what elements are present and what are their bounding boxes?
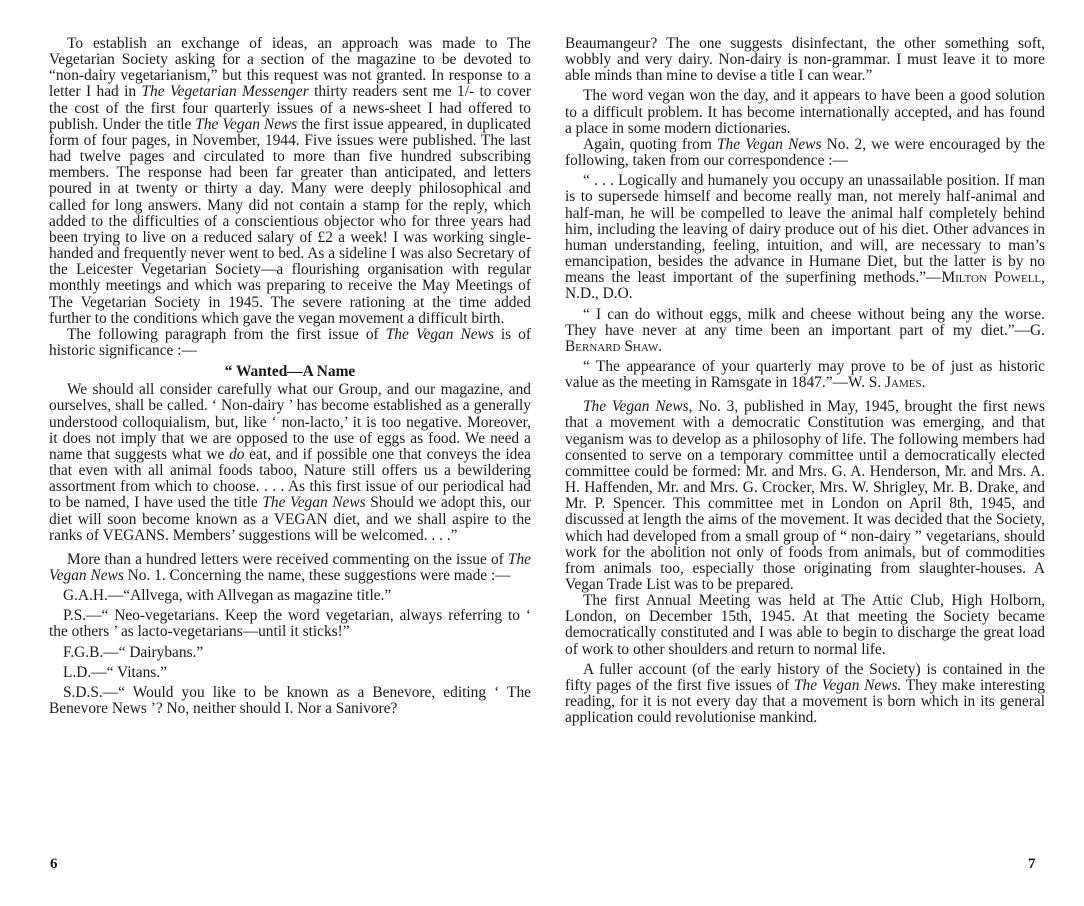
- page-number-right: 7: [1028, 856, 1036, 872]
- suggestion-item: P.S.—“ Neo-vegetarians. Keep the word vegetarian, always referring to ‘ the others ’ as lacto-vegetarians—until it sticks!”: [49, 607, 531, 641]
- left-page: [49, 36, 531, 717]
- suggestion-item: L.D.—“ Vitans.”: [63, 663, 167, 681]
- quote-signature: G. Bernard Shaw.: [565, 321, 1045, 355]
- section-heading: “ Wanted—A Name: [224, 363, 356, 381]
- text: Again, quoting from: [583, 135, 717, 153]
- italic-title: The Vegan News: [385, 325, 494, 343]
- paragraph-continued: Beaumangeur? The one suggests disinfectant, the other something soft, wobbly and very dairy. Non-dairy is non-grammar. I must leave it to more able minds than mine to devise a title I can wear.”: [565, 35, 1045, 85]
- text: , No. 3, published in May, 1945, brought the first news that a movement with a democratic Constitution was emerging, and that veganism was to develop as a philosophy of life. The following members had consented to serve on a temporary committee until a democratically elected committee could be formed: Mr. and Mrs. G. A. Henderson, Mr. and Mrs. A. H. Haffenden, Mr. and Mrs. G. Crocker, Mrs. W. Shrigley, Mr. B. Drake, and Mr. P. Spencer. This committee met in London on April 8th, 1945, and discussed at length the aims of the movement. It was decided that the Society, which had developed from a small group of “ non-dairy ” vegetarians, should work for the abolition not only of foods from animals, but of commodities from animals too, especially those originating from slaughter-houses. A Vegan Trade List was to be prepared.: [565, 398, 1046, 593]
- italic-title: The Vegan News: [49, 550, 531, 584]
- quote-signature: Milton Powell, N.D., D.O.: [565, 269, 1045, 303]
- text: eat, and if possible one that conveys the idea that even with all animal foods taboo, Nature still offers us a bewildering assortment from which to choose. . . . As this first issue of our periodical had to be named, I have used the title: [49, 445, 532, 512]
- right-page: [565, 36, 1045, 726]
- text: The following paragraph from the first issue of: [67, 325, 386, 343]
- text: thirty readers sent me 1/- to cover the cost of the first four quarterly issues of a news-sheet I had offered to publish. Under the title: [49, 83, 532, 133]
- paragraph-word-vegan: The word vegan won the day, and it appears to have been a good solution to a difficult problem. It has become internationally accepted, and has found a place in some modern dictionaries.: [565, 87, 1045, 137]
- text: To establish an exchange of ideas, an approach was made to The Vegetarian Society asking for a section of the magazine to be devoted to “non-dairy vegetarianism,” but this request was not granted. In response to a letter I had in: [49, 35, 531, 101]
- suggestion-item: S.D.S.—“ Would you like to be known as a Benevore, editing ‘ The Benevore News ’? No, neither should I. Nor a Sanivore?: [49, 683, 531, 718]
- text: More than a hundred letters were received commenting on the issue of: [67, 550, 508, 568]
- text: They make interesting reading, for it is not every day that a movement is born which in its general application could revolutionise mankind.: [565, 676, 1045, 727]
- paragraph-annual-meeting: The first Annual Meeting was held at The Attic Club, High Holborn, London, on December 15th, 1945. At that meeting the Society became democratically constituted and I was able to begin to discharge the great load of work to other shoulders and return to normal life.: [565, 592, 1045, 658]
- quote-bernard-shaw: [565, 307, 1045, 355]
- paragraph-intro: [49, 36, 531, 327]
- paragraph-following: [49, 327, 531, 359]
- text: “ . . . Logically and humanely you occupy an unassailable position. If man is to supersede himself and become really man, not merely half-animal and half-man, he will be compelled to leave the animal half completely behind him, including the leaving of dairy produce out of his diet. Other advances in human understanding, feeling, intuition, and will, are necessary to man’s emancipation, besides the advance in Humane Diet, but the latter is by no means the least important of the superfining methods.”—: [565, 172, 1045, 287]
- quote-signature: W. S. James.: [847, 374, 926, 392]
- text: No. 2, we were encouraged by the following, taken from our correspondence :—: [565, 135, 1045, 170]
- paragraph-letters: [49, 552, 531, 584]
- italic-title: The Vegan News: [195, 115, 298, 133]
- text: A fuller account (of the early history of the Society) is contained in the fifty pages of the first five issues of: [565, 660, 1045, 694]
- suggestion-item: G.A.H.—“Allvega, with Allvegan as magazine title.”: [63, 587, 392, 605]
- italic-title: The Vegetarian Messenger: [141, 83, 309, 101]
- italic-title: The Vegan News.: [794, 676, 902, 694]
- page-number-left: 6: [50, 856, 58, 872]
- italic-title: The Vegan News: [583, 398, 689, 416]
- text: is of historic significance :—: [49, 325, 531, 359]
- quote-milton-powell: [565, 173, 1045, 302]
- italic-word: do: [229, 445, 245, 463]
- italic-title: The Vegan News: [717, 135, 822, 153]
- paragraph-quote-wanted-name: [49, 382, 531, 544]
- text: Should we adopt this, our diet will soon become known as a VEGAN diet, and we shall aspire to the ranks of VEGANS. Members’ suggestions will be welcomed. . . .”: [49, 494, 531, 544]
- suggestion-list: [49, 588, 531, 717]
- italic-title: The Vegan News: [262, 494, 366, 512]
- paragraph-fuller-account: [565, 662, 1045, 727]
- text: No. 1. Concerning the name, these suggestions were made :—: [123, 567, 511, 584]
- text: We should all consider carefully what our Group, and our magazine, and ourselves, shall be called. ‘ Non-dairy ’ has become established as a generally understood colloquialism, but, like ‘ non-lacto,’ it is too negative. Moreover, it does not imply that we are opposed to the use of eggs as food. We need a name that suggests what we: [49, 381, 531, 463]
- text: “ I can do without eggs, milk and cheese without being any the worse. They have never at any time been an important part of my diet.”—: [565, 305, 1045, 339]
- paragraph-again-quoting: [565, 137, 1045, 169]
- paragraph-vegan-news-3: [565, 399, 1045, 593]
- text: “ The appearance of your quarterly may prove to be of just as historic value as the meeting in Ramsgate in 1847.”—: [565, 357, 1045, 392]
- text: the first issue appeared, in duplicated form of four pages, in November, 1944. Five issues were published. The last had twelve pages and circulated to more than five hundred subscribing members. The response had been far greater than anticipated, and letters poured in at twenty or thirty a day. Many were deeply philosophical and called for long answers. Many did not contain a stamp for the reply, which added to the difficulties of a conscientious objector who for three years had been trying to live on a reduced salary of £2 a week! I was working single-handed and frequently never went to bed. As a sideline I was also Secretary of the Leicester Vegetarian Society—a flourishing organisation with regular monthly meetings and which was preparing to receive the May Meetings of The Vegetarian Society in 1945. The severe rationing at the time added further to the conditions which gave the vegan movement a difficult birth.: [49, 115, 531, 327]
- quote-ws-james: [565, 359, 1045, 391]
- suggestion-item: F.G.B.—“ Dairybans.”: [63, 643, 204, 661]
